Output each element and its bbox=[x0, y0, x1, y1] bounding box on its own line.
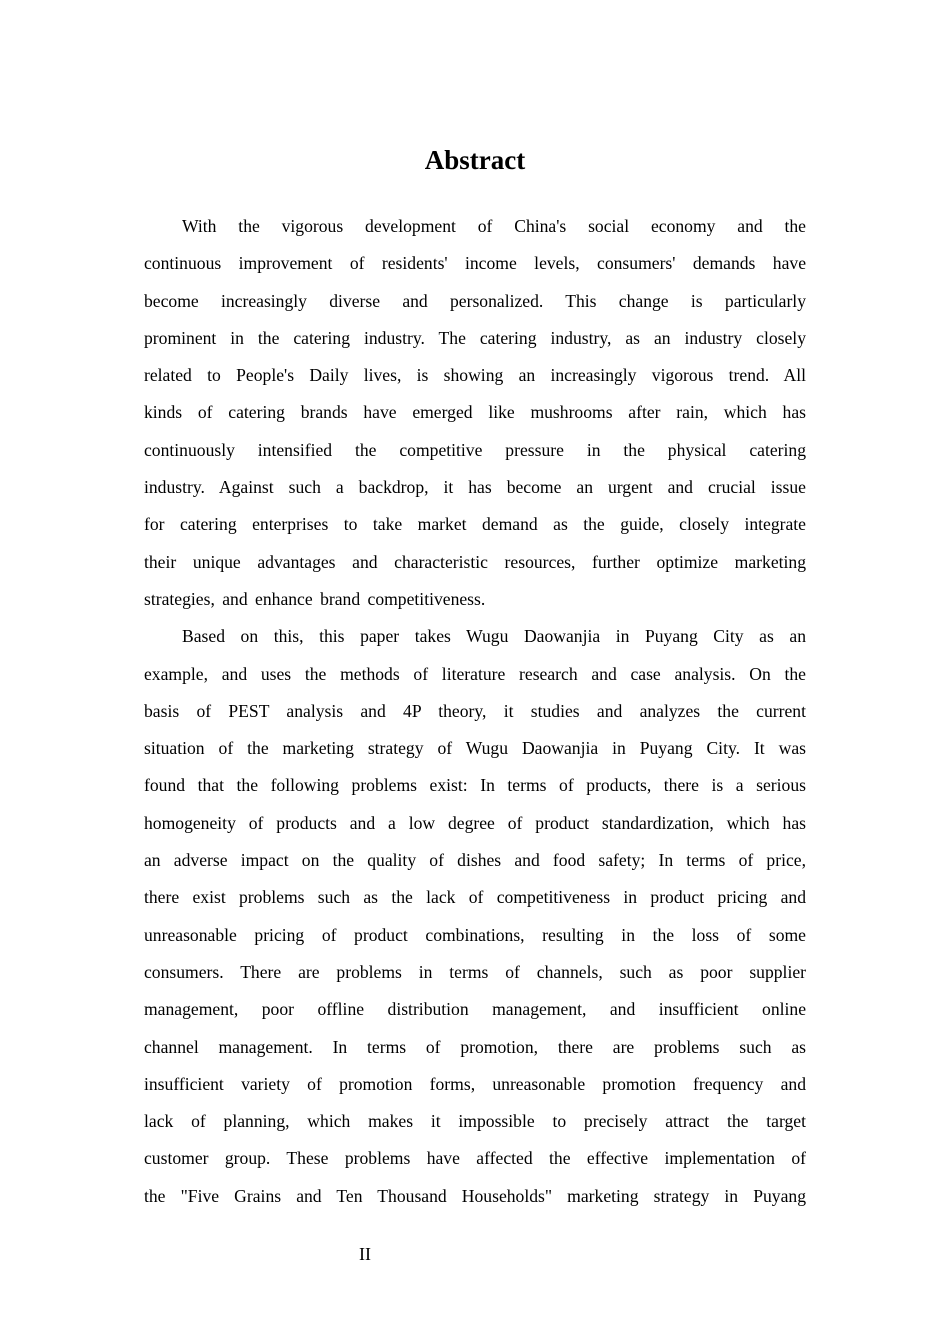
abstract-paragraph-1 bbox=[144, 208, 806, 618]
text-line: related to People's Daily lives, is showing an increasingly vigorous trend. All bbox=[144, 365, 806, 386]
text-line: an adverse impact on the quality of dishes and food safety; In terms of price, bbox=[144, 850, 806, 871]
text-line: situation of the marketing strategy of Wugu Daowanjia in Puyang City. It was bbox=[144, 738, 806, 759]
text-line: lack of planning, which makes it impossible to precisely attract the target bbox=[144, 1111, 806, 1132]
text-line: industry. Against such a backdrop, it has become an urgent and crucial issue bbox=[144, 477, 806, 498]
text-line: homogeneity of products and a low degree of product standardization, which has bbox=[144, 812, 806, 833]
text-line: become increasingly diverse and personalized. This change is particularly bbox=[144, 290, 806, 311]
text-line: unreasonable pricing of product combinations, resulting in the loss of some bbox=[144, 924, 806, 945]
text-line: their unique advantages and characteristic resources, further optimize marketing bbox=[144, 551, 806, 572]
text-line: insufficient variety of promotion forms, unreasonable promotion frequency and bbox=[144, 1073, 806, 1094]
page-number: II bbox=[359, 1244, 371, 1264]
text-line: consumers. There are problems in terms of channels, such as poor supplier bbox=[144, 961, 806, 982]
text-line: example, and uses the methods of literature research and case analysis. On the bbox=[144, 663, 806, 684]
text-line: the "Five Grains and Ten Thousand Households" marketing strategy in Puyang bbox=[144, 1185, 806, 1206]
text-line: basis of PEST analysis and 4P theory, it studies and analyzes the current bbox=[144, 700, 806, 721]
text-line: there exist problems such as the lack of competitiveness in product pricing and bbox=[144, 887, 806, 908]
text-line: for catering enterprises to take market demand as the guide, closely integrate bbox=[144, 514, 806, 535]
text-line: prominent in the catering industry. The catering industry, as an industry closely bbox=[144, 327, 806, 348]
text-line: continuous improvement of residents' income levels, consumers' demands have bbox=[144, 253, 806, 274]
text-line: With the vigorous development of China's social economy and the bbox=[182, 216, 806, 236]
text-line: customer group. These problems have affected the effective implementation of bbox=[144, 1148, 806, 1169]
abstract-paragraph-2 bbox=[144, 618, 806, 1215]
text-line: kinds of catering brands have emerged like mushrooms after rain, which has bbox=[144, 402, 806, 423]
text-line: management, poor offline distribution management, and insufficient online bbox=[144, 999, 806, 1020]
text-line: found that the following problems exist: In terms of products, there is a serious bbox=[144, 775, 806, 796]
page-title: Abstract bbox=[424, 145, 526, 175]
text-line: Based on this, this paper takes Wugu Daowanjia in Puyang City as an bbox=[182, 626, 806, 647]
text-line: channel management. In terms of promotion, there are problems such as bbox=[144, 1036, 806, 1057]
abstract-body bbox=[144, 208, 806, 1215]
text-line: strategies, and enhance brand competitiveness. bbox=[144, 588, 486, 609]
text-line: continuously intensified the competitive pressure in the physical catering bbox=[144, 439, 806, 460]
